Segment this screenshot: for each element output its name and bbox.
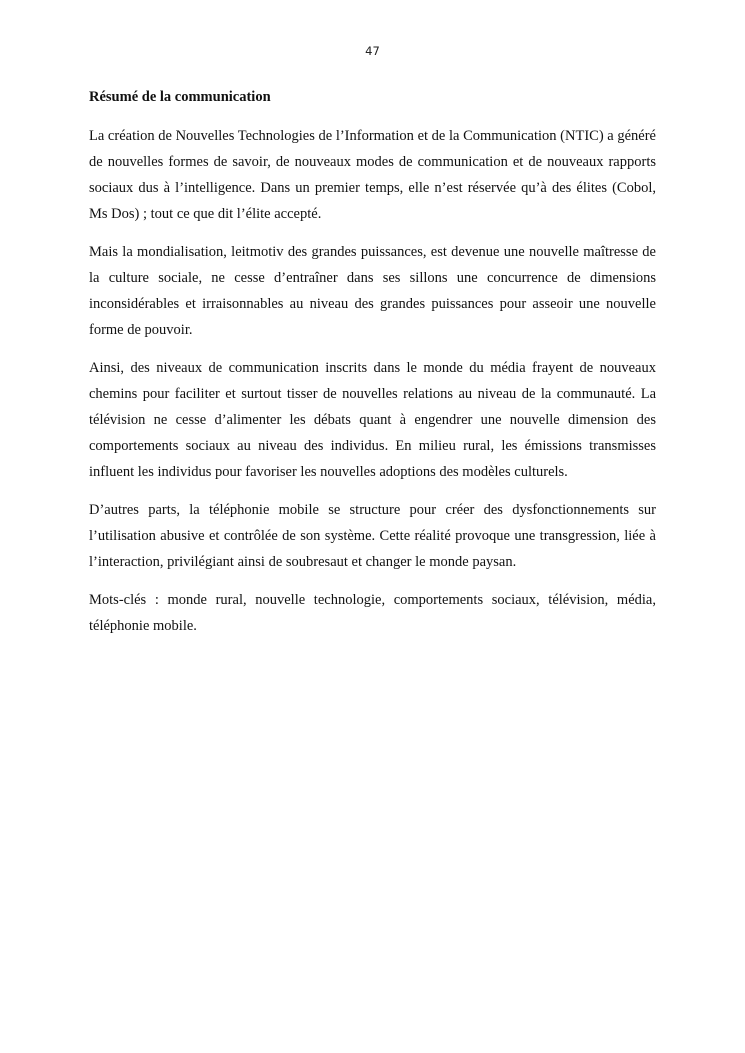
paragraph-mondialisation: Mais la mondialisation, leitmotiv des grandes puissances, est devenue une nouvelle maîtresse de la culture sociale, ne cesse d’entraîner dans ses sillons une concurrence de dimensions inconsidérables et irraisonnables au niveau des grandes puissances pour asseoir une nouvelle forme de pouvoir.: [89, 244, 656, 338]
section-heading: Résumé de la communication: [89, 89, 271, 105]
paragraph-media-television: Ainsi, des niveaux de communication inscrits dans le monde du média frayent de nouveaux chemins pour faciliter et surtout tisser de nouvelles relations au niveau de la communauté. La télévision ne cesse d’alimenter les débats quant à engendrer une nouvelle dimension des comportements sociaux au niveau des individus. En milieu rural, les émissions transmisses influent les individus pour favoriser les nouvelles adoptions des modèles culturels.: [89, 360, 656, 480]
paragraph-ntic-intro: La création de Nouvelles Technologies de l’Information et de la Communication (NTIC) a généré de nouvelles formes de savoir, de nouveaux modes de communication et de nouveaux rapports sociaux dus à l’intelligence. Dans un premier temps, elle n’est réservée qu’à des élites (Cobol, Ms Dos) ; tout ce que dit l’élite accepté.: [89, 128, 656, 222]
page-number: 47: [365, 44, 380, 58]
document-body: [89, 87, 656, 651]
paragraph-keywords: Mots-clés : monde rural, nouvelle technologie, comportements sociaux, télévision, média, téléphonie mobile.: [89, 592, 656, 634]
paragraph-telephonie-mobile: D’autres parts, la téléphonie mobile se structure pour créer des dysfonctionnements sur l’utilisation abusive et contrôlée de son système. Cette réalité provoque une transgression, liée à l’interaction, privilégiant ainsi de soubresaut et changer le monde paysan.: [89, 502, 656, 570]
